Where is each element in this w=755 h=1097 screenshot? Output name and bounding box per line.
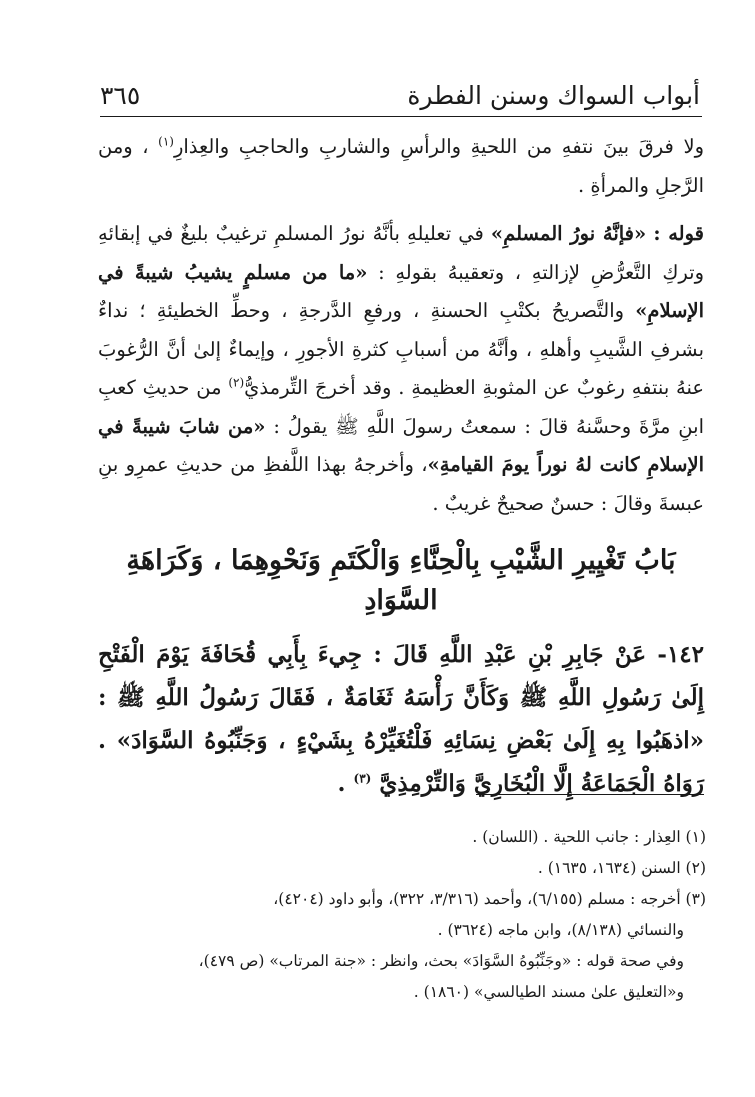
paragraph-text: والتَّصريحُ بكتْبِ الحسنةِ ، ورفعِ الدَّرجةِ ، وحطِّ الخطيئةِ ؛ نداءٌ بشرفِ الشَّيبِ وأهلهِ ، وأنَّهُ من أسبابِ كثرةِ الأجورِ ، وإيماءٌ إلىٰ أنَّ الرُّغوبَ عنهُ بنتفهِ رغوبٌ عن المثوبةِ العظيمةِ . وقد أخرجَ التِّرمذيُّ — [98, 299, 704, 399]
quoted-phrase: «فإنَّهُ نورُ المسلمِ» — [490, 222, 647, 245]
paragraph-text: في تعليلهِ بأنَّهُ نورُ المسلمِ ترغيبٌ بليغٌ في إبقائهِ وتركِ التَّعرُّضِ لإزالتهِ ، وتعقيبهُ بقولهِ : — [98, 222, 704, 284]
running-title: أبواب السواك وسنن الفطرة — [407, 81, 700, 110]
header-rule — [100, 116, 702, 117]
footnote-marker[interactable]: (٣) — [353, 771, 372, 786]
hadith-body: . رَوَاهُ الْجَمَاعَةُ إِلَّا الْبُخَارِيَّ وَالتِّرْمِذِيَّ — [98, 727, 704, 797]
quoted-phrase: «ما من مسلمٍ يشيبُ شيبةً في الإسلامِ» — [98, 260, 704, 322]
footnote-3-continued: والنسائي (٨/١٣٨)، وابن ماجه (٣٦٢٤) . — [437, 921, 684, 939]
hadith-text — [98, 633, 704, 805]
commentary-label: قوله : — [653, 222, 704, 245]
paragraph-text: ولا فرقَ بينَ نتفهِ من اللحيةِ والرأسِ والشاربِ والحاجبِ والعِذارِ — [173, 135, 704, 158]
footnote-rule — [476, 794, 704, 795]
hadith-body: عَنْ جَابِرِ بْنِ عَبْدِ اللَّهِ قَالَ : جِيءَ بِأَبِي قُحَافَةَ يَوْمَ الْفَتْحِ إِلَىٰ رَسُولِ اللَّهِ ﷺ وَكَأَنَّ رَأْسَهُ ثَغَامَةٌ ، فَقَالَ رَسُولُ اللَّهِ ﷺ : — [98, 641, 704, 711]
chapter-heading: بَابُ تَغْيِيرِ الشَّيْبِ بِالْحِنَّاءِ وَالْكَتَمِ وَنَحْوِهِمَا ، وَكَرَاهَةِ السَّوَادِ — [126, 545, 676, 616]
hadith-quote: «اذهَبُوا بِهِ إِلَىٰ بَعْضِ نِسَائِهِ فَلْتُغَيِّرْهُ بِشَيْءٍ ، وَجَنِّبُوهُ السَّوَادَ» — [116, 727, 704, 754]
paragraph-text: ، وأخرجهُ بهذا اللَّفظِ من حديثِ عمرِو بنِ عبسةَ وقالَ : حسنٌ صحيحٌ غريبٌ . — [98, 453, 704, 515]
page-header — [100, 72, 700, 112]
paragraph-commentary — [98, 215, 704, 523]
paragraph-text: ، ومن الرَّجلِ والمرأةِ . — [98, 135, 704, 197]
footnote-3-continued: وفي صحة قوله : «وجَنِّبُوهُ السَّوَادَ» بحث، وانظر : «جنة المرتاب» (ص ٤٧٩)، — [198, 952, 684, 970]
footnote-1: (١) العِذار : جانب اللحية . (اللسان) . — [472, 828, 706, 846]
footnote-2: (٢) السنن (١٦٣٤، ١٦٣٥) . — [537, 859, 706, 877]
footnote-marker[interactable]: (٢) — [228, 375, 245, 390]
paragraph-intro — [98, 128, 704, 205]
footnote-3-continued: و«التعليق علىٰ مسند الطيالسي» (١٨٦٠) . — [413, 983, 684, 1001]
quoted-phrase: «من شابَ شيبةً في الإسلامِ كانت لهُ نوراً يومَ القيامةِ» — [98, 414, 704, 476]
footnotes — [98, 822, 706, 1008]
paragraph-text: من حديثِ كعبِ ابنِ مرَّةَ وحسَّنهُ قالَ : سمعتُ رسولَ اللَّهِ ﷺ يقولُ : — [98, 376, 704, 438]
hadith-number: ١٤٢- — [657, 641, 704, 668]
hadith-end: . — [337, 770, 346, 797]
main-text — [98, 128, 704, 805]
footnote-3: (٣) أخرجه : مسلم (٦/١٥٥)، وأحمد (٣/٣١٦، ٣٢٢)، وأبو داود (٤٢٠٤)، — [273, 890, 706, 908]
page-number: ٣٦٥ — [100, 81, 141, 110]
footnote-marker[interactable]: (١) — [158, 134, 174, 149]
